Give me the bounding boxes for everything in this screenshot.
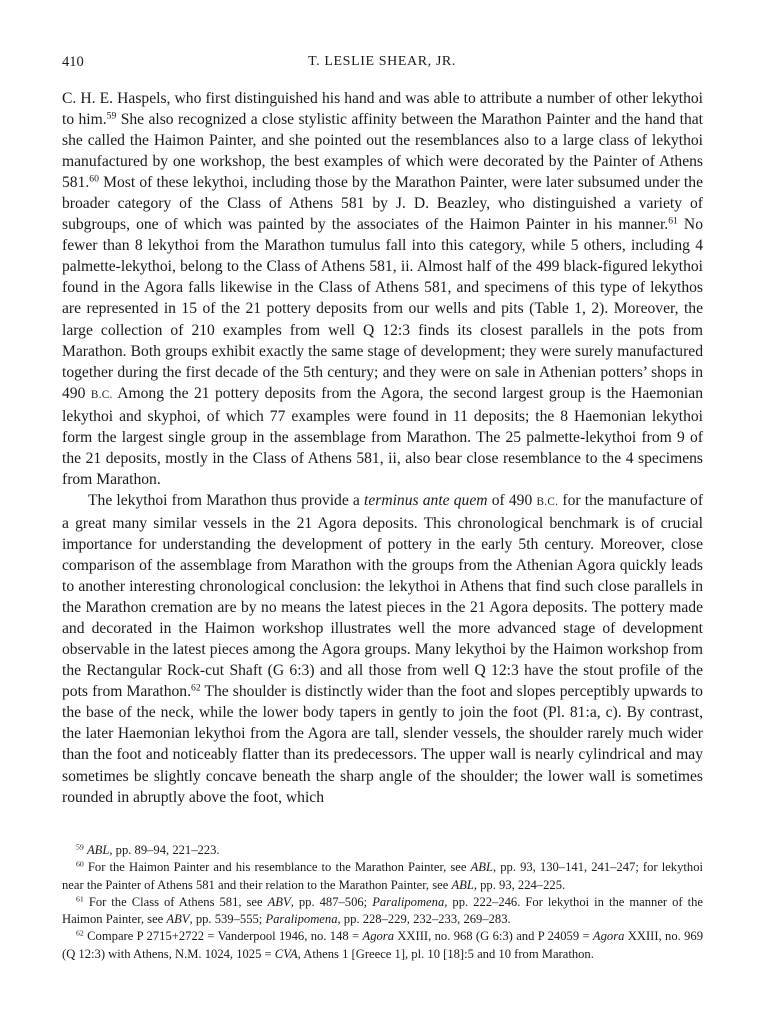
- footnote-60: $^{60}$ For the Haimon Painter and his resemblance to the Marathon Painter, see ABL, pp. 93, 130–141, 241–247; for lekythoi near the Painter of Athens 581 and their relation to the Marathon Painter, see ABL, pp. 93, 224–225.: [62, 860, 703, 892]
- footnote-ref-60[interactable]: 60: [89, 173, 99, 185]
- page-number: 410: [62, 54, 84, 70]
- footnote-ref-62[interactable]: 62: [191, 683, 201, 694]
- footnote-61: $^{61}$ For the Class of Athens 581, see ABV, pp. 487–506; Paralipomena, pp. 222–246. For lekythoi in the manner of the Haimon Painter, see ABV, pp. 539–555; Paralipomena, pp. 228–229, 232–233, 269–283.: [62, 894, 703, 927]
- paragraph: C. H. E. Haspels, who first distinguished his hand and was able to attribute a number of other lekythoi to him.$^{59}$ She also recognized a close stylistic affinity between the Marathon Painter and the hand that she called the Haimon Painter, and she pointed out the resemblances also to a large class of lekythoi manufactured by one workshop, the best examples of which were decorated by the Painter of Athens 581.60 Most of these lekythoi, including those by the Marathon Painter, were later subsumed under the broader category of the Class of Athens 581 by J. D. Beazley, who distinguished a variety of subgroups, one of which was painted by the associates of the Haimon Painter in his manner.$^{61}$ No fewer than 8 lekythoi from the Marathon tumulus fall into this category, while 5 others, including 4 palmette-lekythoi, belong to the Class of Athens 581, ii. Almost half of the 499 black-figured lekythoi found in the Agora falls likewise in the Class of Athens 581, and specimens of this type of lekythos are represented in 15 of the 21 pottery deposits from our wells and pits (Table 1, 2). Moreover, the large collection of 210 examples from well Q 12:3 finds its closest parallels in the pots from Marathon. Both groups exhibit exactly the same stage of development; they were surely manufactured together during the first decade of the 5th century; and they were on sale in Athenian potters’ shops in 490 B.C. Among the 21 pottery deposits from the Agora, the second largest group is the Haemonian lekythoi and skyphoi, of which 77 examples were found in 11 deposits; the 8 Haemonian lekythoi form the largest single group in the assemblage from Marathon. The 25 palmette-lekythoi from 9 of the 21 deposits, mostly in the Class of Athens 581, ii, also bear close resemblance to the 4 specimens from Marathon.: [62, 90, 703, 488]
- page-header: [62, 54, 702, 76]
- footnote-62: $^{62}$ Compare P 2715+2722 = Vanderpool 1946, no. 148 = Agora XXIII, no. 968 (G 6:3) and P 24059 = Agora XXIII, no. 969 (Q 12:3) with Athens, N.M. 1024, 1025 = CVA, Athens 1 [Greece 1], pl. 10 [18]:5 and 10 from Marathon.: [62, 929, 704, 961]
- footnotes: [62, 842, 703, 963]
- footnote-ref-59[interactable]: 59: [106, 110, 117, 122]
- running-head: T. LESLIE SHEAR, JR.: [308, 54, 456, 69]
- footnote-ref-61[interactable]: 61: [668, 215, 678, 227]
- paragraph: The lekythoi from Marathon thus provide a terminus ante quem of 490 B.C. for the manufacture of a great many similar vessels in the 21 Agora deposits. This chronological benchmark is of crucial importance for understanding the development of pottery in the early 5th century. Moreover, close comparison of the assemblage from Marathon with the groups from the Athenian Agora quickly leads to another interesting chronological conclusion: the lekythoi in Athens that find such close parallels in the Marathon cremation are by no means the latest pieces in the 21 Agora deposits. The pottery made and decorated in the Haimon workshop illustrates well the more advanced stage of development observable in the latest pieces among the Agora groups. Many lekythoi by the Haimon workshop from the Rectangular Rock-cut Shaft (G 6:3) and all those from well Q 12:3 have the stout profile of the pots from Marathon.$^{62}$ The shoulder is distinctly wider than the foot and slopes perceptibly upwards to the base of the neck, while the lower body tapers in gently to join the foot (Pl. 81:a, c). By contrast, the later Haemonian lekythoi from the Agora are tall, slender vessels, the shoulder rarely much wider than the foot and noticeably flatter than its predecessors. The upper wall is nearly cylindrical and may sometimes be slightly concave beneath the sharp angle of the shoulder; the lower wall is sometimes rounded in abruptly above the foot, which: [62, 491, 704, 806]
- footnote-59: $^{59}$ ABL, pp. 89–94, 221–223.: [76, 842, 220, 857]
- body-text: [62, 88, 703, 808]
- latin-term: terminus ante quem: [364, 491, 488, 509]
